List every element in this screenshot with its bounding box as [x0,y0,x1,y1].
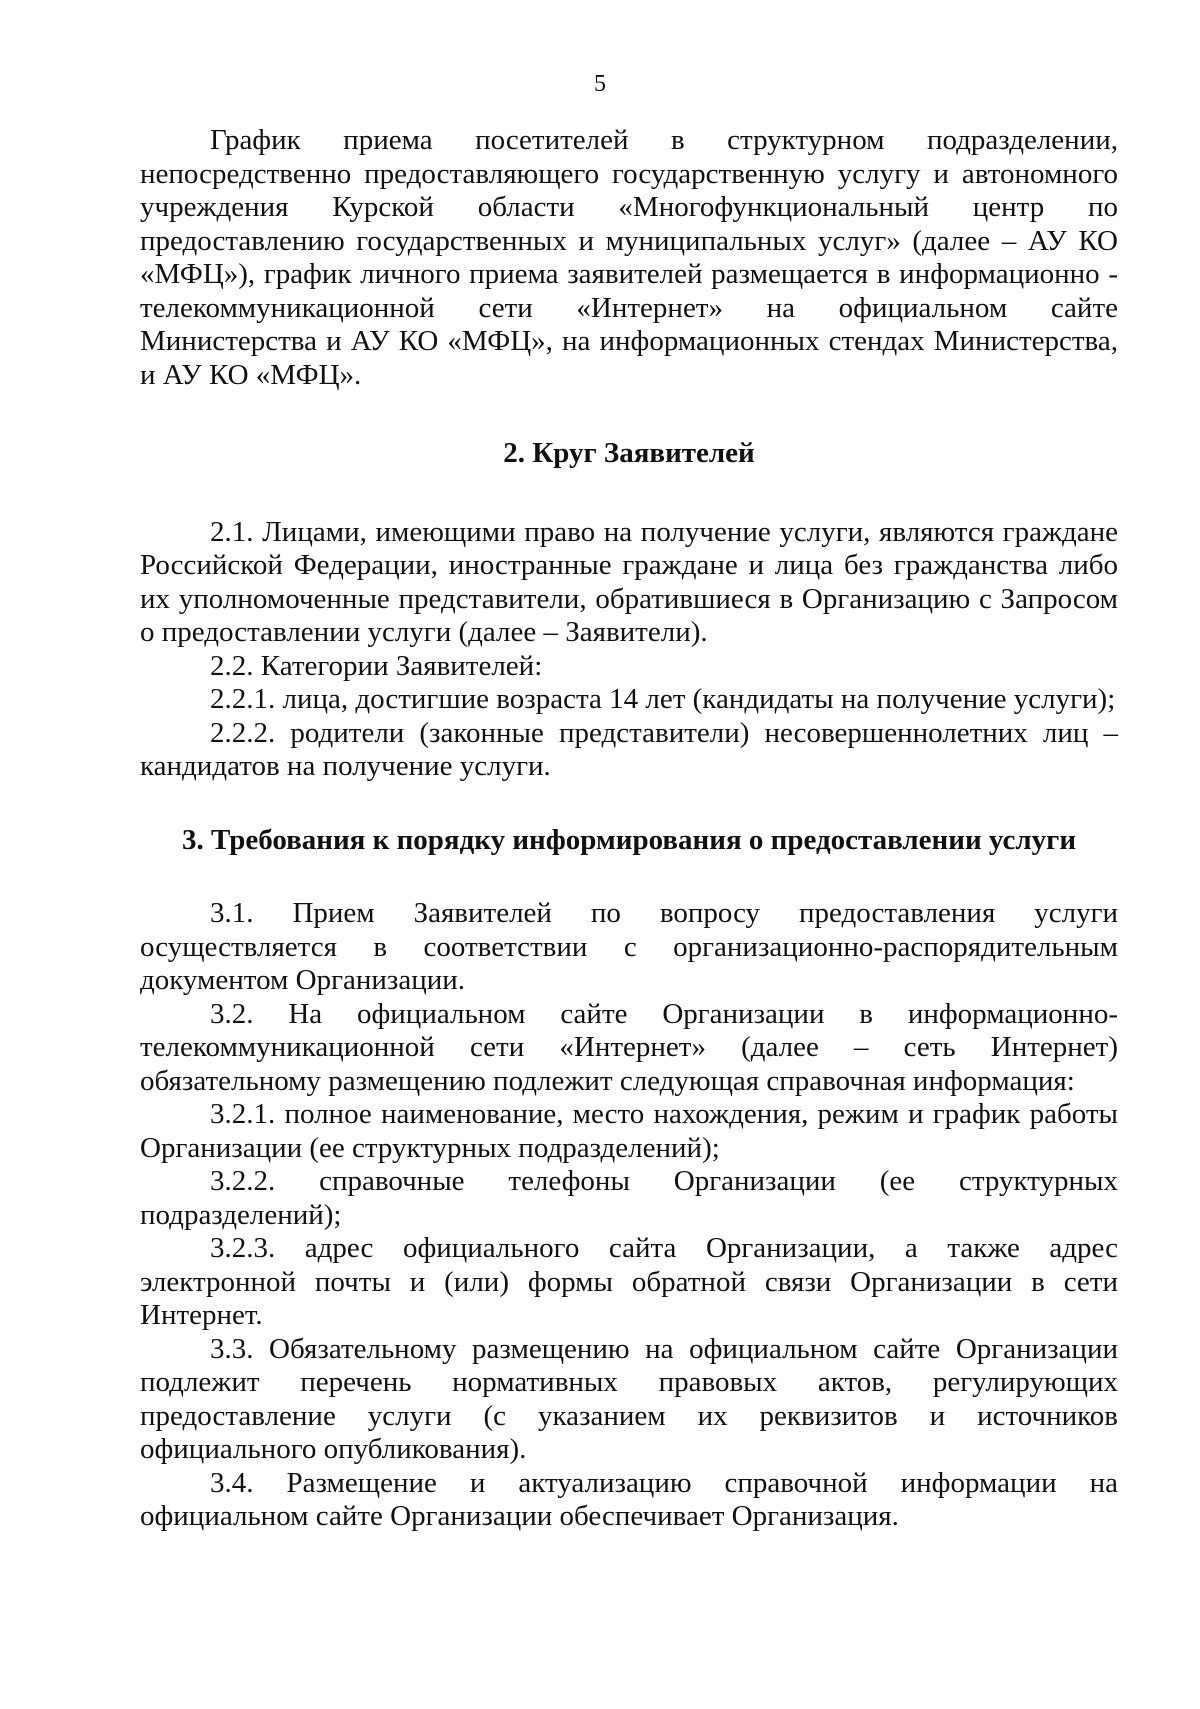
section-2-heading: 2. Круг Заявителей [503,437,755,469]
paragraph-3-2-2: 3.2.2. справочные телефоны Организации (ее структурных подразделений); [140,1165,1118,1231]
intro-paragraph: График приема посетителей в структурном подразделении, непосредственно предоставляющего государственную услугу и автономного учреждения Курской области «Многофункциональный центр по предоставлению государственных и муниципальных услуг» (далее – АУ КО «МФЦ»), график личного приема заявителей размещается в информационно - телекоммуникационной сети «Интернет» на официальном сайте Министерства и АУ КО «МФЦ», на информационных стендах Министерства, и АУ КО «МФЦ». [140,124,1118,391]
paragraph-3-2: 3.2. На официальном сайте Организации в информационно-телекоммуникационной сети «Интернет» (далее – сеть Интернет) обязательному размещению подлежит следующая справочная информация: [140,997,1118,1097]
paragraph-3-4: 3.4. Размещение и актуализацию справочной информации на официальном сайте Организации обеспечивает Организация. [140,1466,1118,1532]
paragraph-2-2-2: 2.2.2. родители (законные представители) несовершеннолетних лиц – кандидатов на получение услуги. [140,716,1118,782]
paragraph-2-2-1: 2.2.1. лица, достигшие возраста 14 лет (кандидаты на получение услуги); [210,683,1116,715]
page-number: 5 [594,71,606,97]
paragraph-3-2-1: 3.2.1. полное наименование, место нахождения, режим и график работы Организации (ее структурных подразделений); [140,1098,1118,1164]
document-body [140,124,1118,1534]
paragraph-3-1: 3.1. Прием Заявителей по вопросу предоставления услуги осуществляется в соответствии с организационно-распорядительным документом Организации. [140,897,1118,996]
paragraph-2-1: 2.1. Лицами, имеющими право на получение услуги, являются граждане Российской Федерации, иностранные граждане и лица без гражданства либо их уполномоченные представители, обратившиеся в Организацию с Запросом о предоставлении услуги (далее – Заявители). [140,515,1118,648]
paragraph-3-2-3: 3.2.3. адрес официального сайта Организации, а также адрес электронной почты и (или) формы обратной связи Организации в сети Интернет. [140,1232,1118,1331]
section-3-heading: 3. Требования к порядку информирования о предоставлении услуги [181,823,1077,856]
paragraph-2-2: 2.2. Категории Заявителей: [210,649,543,682]
paragraph-3-3: 3.3. Обязательному размещению на официальном сайте Организации подлежит перечень нормативных правовых актов, регулирующих предоставление услуги (с указанием их реквизитов и источников официального опубликования). [140,1332,1118,1465]
